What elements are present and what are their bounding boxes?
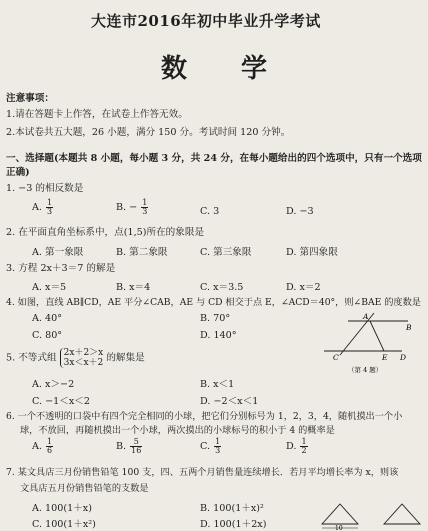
q1-option-b	[116, 199, 149, 216]
q3-option-d: D. x＝2	[286, 282, 321, 293]
q3-stem: 3. 方程 2x＋3＝7 的解是	[6, 263, 116, 274]
q6-option-c	[200, 438, 222, 455]
q1-a-denominator: 3	[47, 207, 53, 216]
q1-a-numerator: 1	[47, 198, 53, 207]
q2-stem: 2. 在平面直角坐标系中，点(1,5)所在的象限是	[6, 227, 205, 238]
dimension-label: 10	[335, 525, 343, 531]
triangle-right	[384, 504, 420, 524]
q4-figure-caption: （第 4 题）	[348, 366, 383, 374]
section-heading-cont: 正确)	[6, 167, 30, 178]
q6-option-c-fraction	[214, 438, 221, 455]
label-a: A	[363, 312, 369, 321]
q5-option-b: B. x＜1	[200, 379, 235, 390]
q2-option-d: D. 第四象限	[286, 247, 338, 258]
q4-option-a: A. 40°	[32, 313, 63, 324]
q5-option-d: D. −2＜x＜1	[200, 396, 259, 407]
q7-option-a: A. 100(1＋x)	[32, 503, 92, 514]
q5-ineq-2: 3x＜x＋2	[63, 358, 104, 368]
note-1: 1.请在答题卡上作答，在试卷上作答无效。	[6, 109, 188, 120]
triangle-left	[322, 504, 358, 524]
q6-d-denominator: 2	[301, 446, 307, 455]
q6-option-a-fraction	[46, 438, 53, 455]
q5-inequality-system	[60, 348, 104, 368]
label-d: D	[400, 353, 407, 362]
q4-option-d: D. 140°	[200, 330, 237, 341]
q6-stem-line1: 6. 一个不透明的口袋中有四个完全相同的小球，把它们分别标号为 1，2，3，4，随机摸出一个小	[6, 411, 403, 422]
q1-option-a-fraction	[46, 199, 53, 216]
q5-stem-pre: 5. 不等式组	[6, 352, 57, 364]
q1-b-denominator: 3	[142, 207, 148, 216]
subject-title: 数 学	[161, 54, 282, 84]
q4-option-c: C. 80°	[32, 330, 63, 341]
q6-b-numerator: 5	[130, 438, 142, 447]
q1-option-a-label: A.	[32, 202, 42, 213]
q6-option-b	[116, 438, 143, 455]
q6-a-numerator: 1	[47, 437, 53, 446]
label-c: C	[333, 353, 339, 362]
q7-figure	[318, 500, 426, 531]
q1-option-a	[32, 199, 54, 216]
q6-option-c-label: C.	[200, 441, 211, 452]
notes-heading: 注意事项：	[6, 93, 54, 104]
q5-option-a: A. x＞−2	[32, 379, 75, 390]
q7-stem-line1: 7. 某文具店三月份销售铅笔 100 支，四、五两个月销售量连续增长．若月平均增长率为 x，则该	[6, 467, 399, 478]
q6-option-a	[32, 438, 54, 455]
q4-figure	[318, 310, 414, 376]
q6-c-denominator: 3	[215, 446, 221, 455]
q6-d-numerator: 1	[301, 437, 307, 446]
q6-c-numerator: 1	[215, 437, 221, 446]
line-ca	[340, 313, 374, 355]
q2-option-b: B. 第二象限	[116, 247, 168, 258]
q1-option-d: D. −3	[286, 206, 314, 217]
q7-option-c: C. 100(1＋x²)	[32, 519, 96, 530]
q5-option-c: C. −1＜x＜2	[32, 396, 90, 407]
q5-ineq-1: 2x＋2＞x	[63, 348, 104, 358]
q6-option-d-fraction	[300, 438, 307, 455]
q5-stem	[6, 348, 145, 368]
q6-option-d-label: D.	[286, 441, 297, 452]
q4-stem: 4. 如图，直线 AB∥CD，AE 平分∠CAB，AE 与 CD 相交于点 E，∠ACD＝40°，则∠BAE 的度数是	[6, 297, 421, 308]
q7-option-b: B. 100(1＋x)²	[200, 503, 264, 514]
q6-option-a-label: A.	[32, 441, 42, 452]
q1-b-numerator: 1	[142, 198, 148, 207]
q6-option-b-label: B.	[116, 441, 127, 452]
line-ae	[370, 321, 384, 351]
q1-stem: 1. −3 的相反数是	[6, 183, 84, 194]
q6-option-d	[286, 438, 309, 455]
q1-option-c: C. 3	[200, 206, 220, 217]
exam-title: 大连市2016年初中毕业升学考试	[91, 12, 321, 30]
q3-option-b: B. x＝4	[116, 282, 151, 293]
q7-option-d: D. 100(1＋2x)	[200, 519, 267, 530]
q6-option-b-fraction	[130, 438, 142, 455]
q4-option-b: B. 70°	[200, 313, 231, 324]
q3-option-c: C. x＝3.5	[200, 282, 244, 293]
q7-stem-line2: 文具店五月份销售铅笔的支数是	[20, 483, 149, 494]
q6-a-denominator: 6	[47, 446, 53, 455]
q5-stem-post: 的解集是	[106, 352, 145, 364]
q1-option-b-fraction	[141, 199, 148, 216]
note-2: 2.本试卷共五大题，26 小题，满分 150 分。考试时间 120 分钟。	[6, 127, 291, 138]
q2-option-c: C. 第三象限	[200, 247, 252, 258]
section-heading: 一、选择题(本题共 8 小题，每小题 3 分，共 24 分，在每小题给出的四个选项中，只有一个选项	[6, 153, 422, 164]
label-b: B	[406, 323, 412, 332]
q1-option-b-label: B. −	[116, 202, 138, 213]
q3-option-a: A. x＝5	[32, 282, 67, 293]
q6-stem-line2: 球，不放回，再随机摸出一个小球，两次摸出的小球标号的积小于 4 的概率是	[20, 425, 335, 436]
label-e: E	[382, 353, 388, 362]
q2-option-a: A. 第一象限	[32, 247, 84, 258]
q6-b-denominator: 16	[131, 446, 142, 455]
